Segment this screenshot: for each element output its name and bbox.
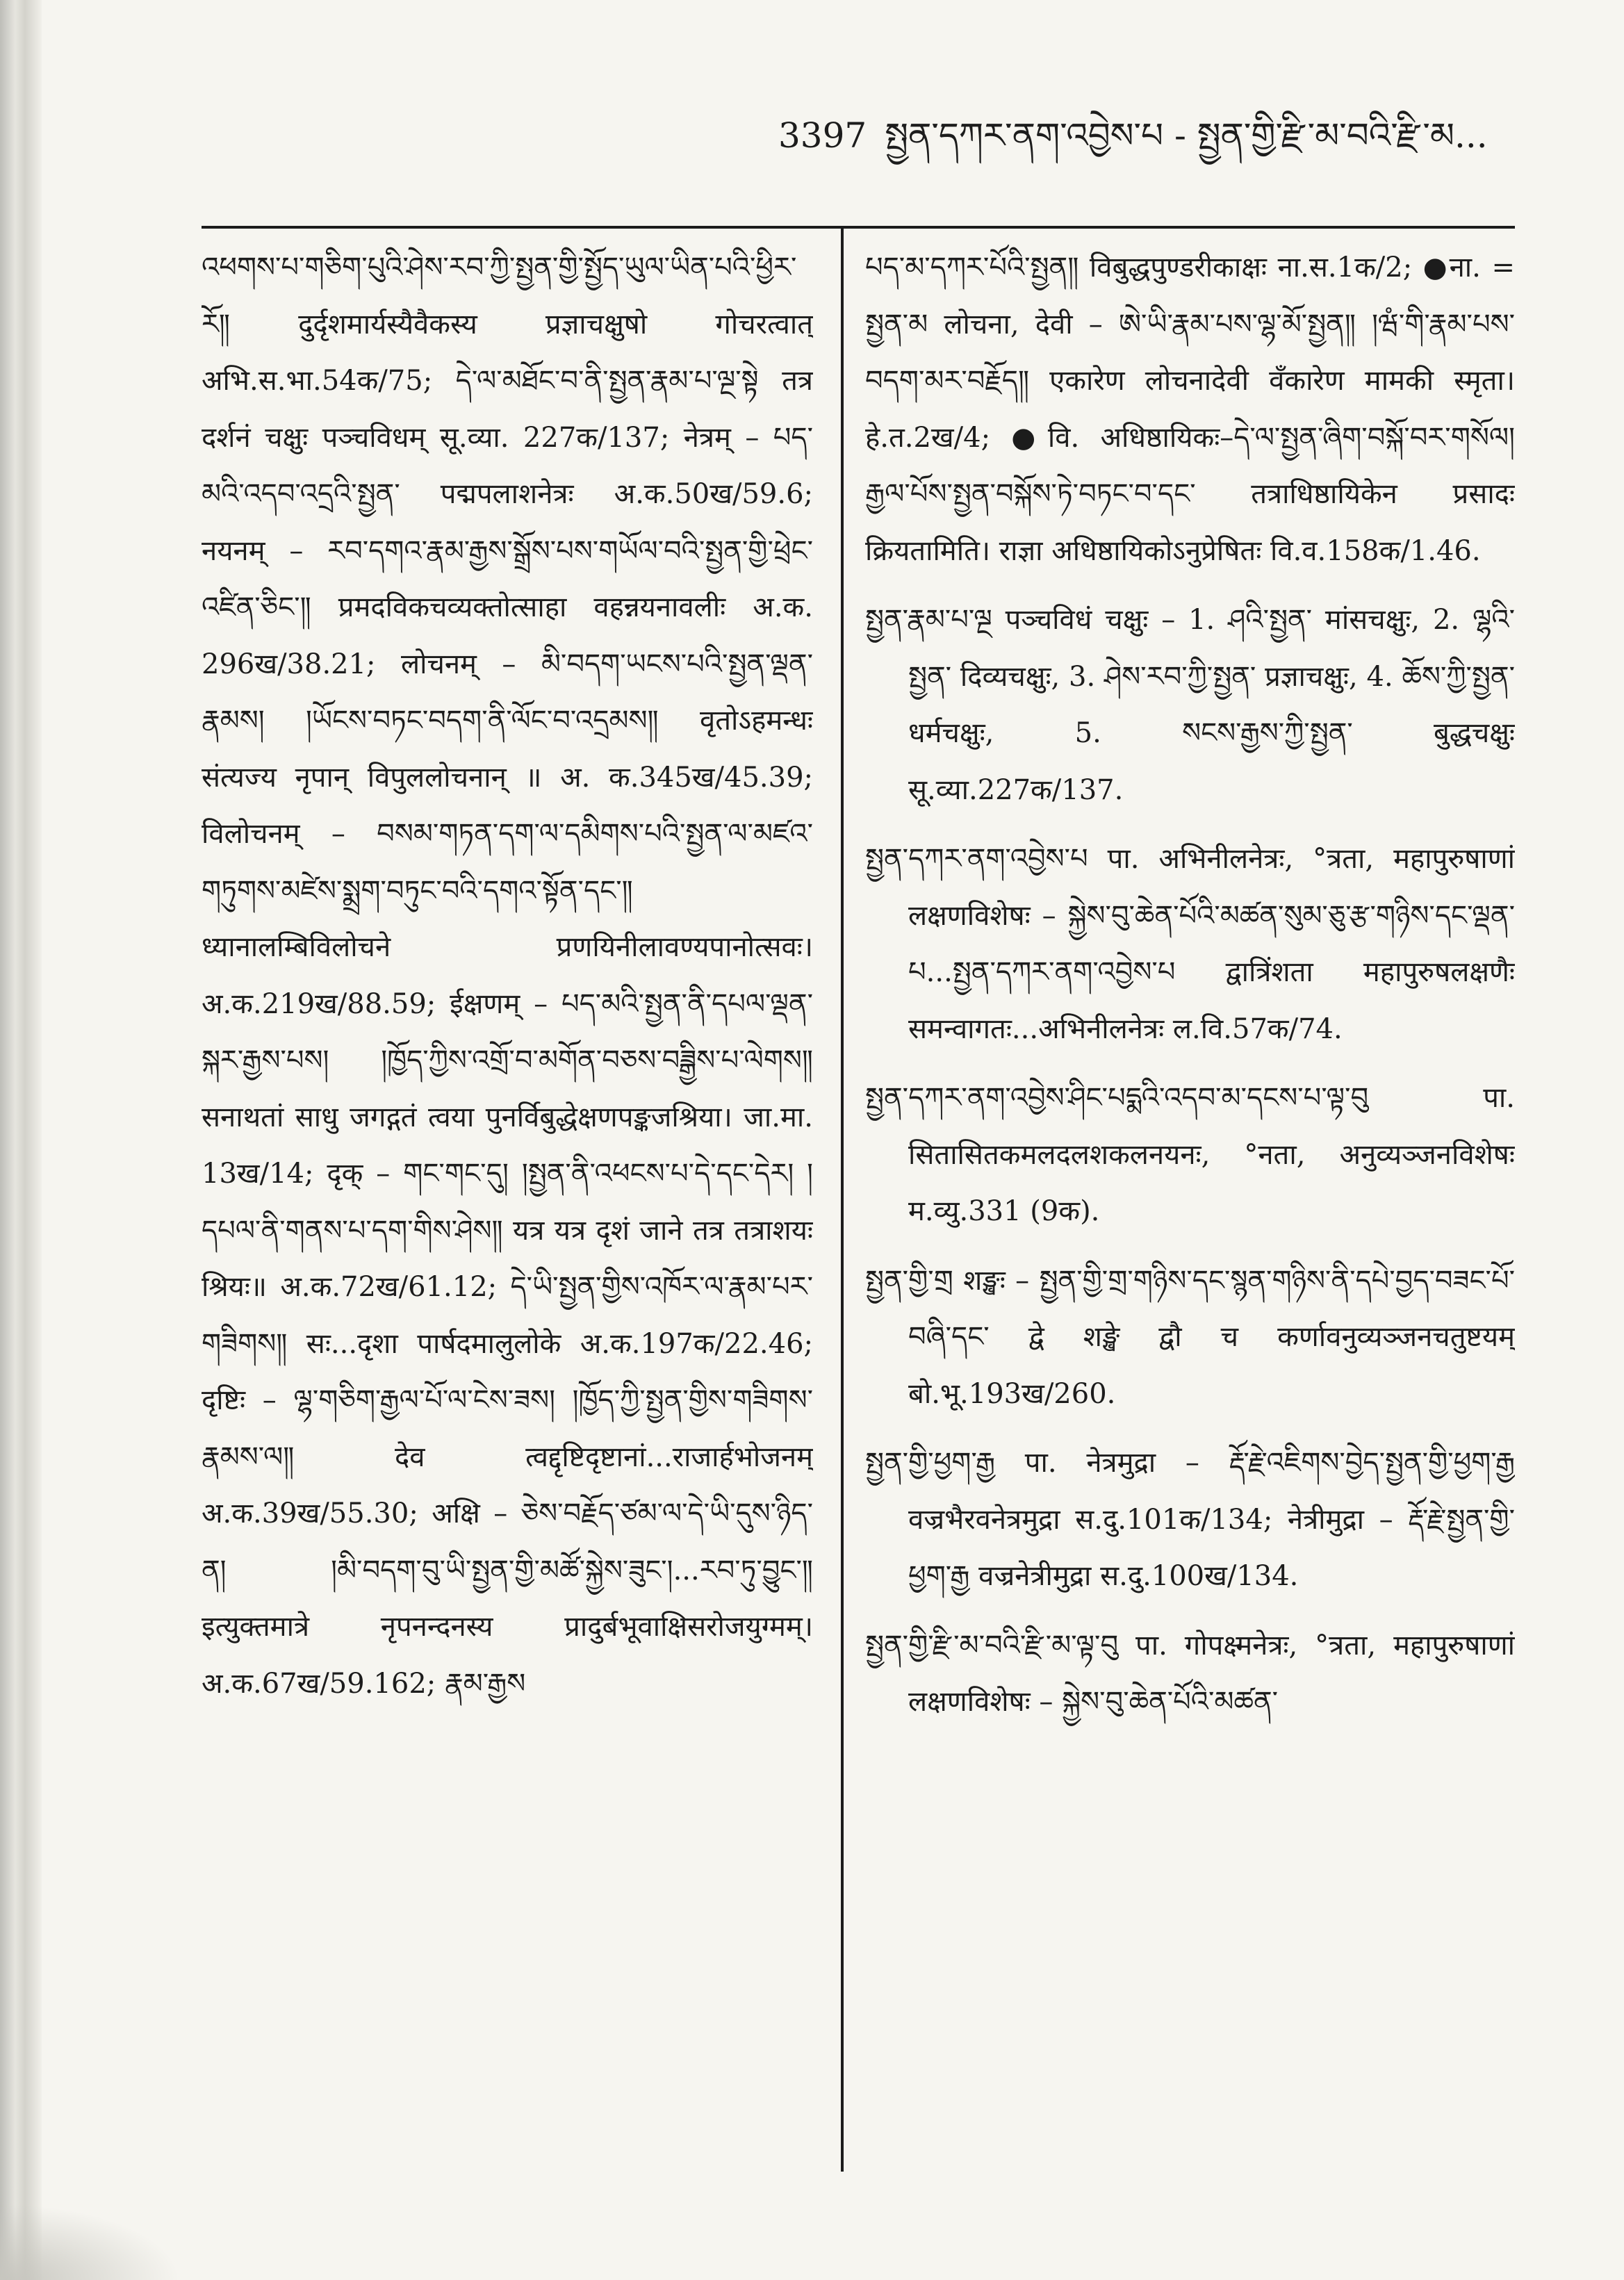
running-title: སྤྱན་དཀར་ནག་འབྱེས་པ - སྤྱན་གྱི་རྫི་མ་བའི་རྫི་མ... (885, 115, 1488, 156)
page-header (778, 104, 1501, 167)
dictionary-entry: སྤྱན་དཀར་ནག་འབྱེས་ཤིང་པདྨའི་འདབ་མ་དངས་པ་ལྟ་བུ पा. सितासितकमलदलशकलनयनः, °नता, अनुव्यञ्जनविशेषः म.व्यु.331 (9क). (865, 1082, 1515, 1227)
book-binding-edge (0, 0, 42, 2280)
header-rule (202, 226, 1515, 229)
dictionary-entry: སྤྱན་རྣམ་པ་ལྔ पञ्चविधं चक्षुः – 1. ཤའི་སྤྱན་ मांसचक्षुः, 2. ལྷའི་སྤྱན་ दिव्यचक्षुः, 3. ཤེས་རབ་ཀྱི་སྤྱན་ प्रज्ञाचक्षुः, 4. ཆོས་ཀྱི་སྤྱན་ धर्मचक्षुः, 5. སངས་རྒྱས་ཀྱི་སྤྱན་ बुद्धचक्षुः सू.व्या.227क/137. (865, 604, 1515, 806)
right-column (865, 240, 1515, 2172)
continuation-text: པད་མ་དཀར་པོའི་སྤྱན༎ विबुद्धपुण्डरीकाक्षः ना.स.1क/2; ●ना. = སྤྱན་མ लोचना, देवी – ཨེ་ཡི་རྣམ་པས་ལྷ་མོ་སྤྱན༎ །ཝཾ་གི་རྣམ་པས་བདག་མར་བརྗོད༎ एकारेण लोचनादेवी वँकारेण मामकी स्मृता। हे.त.2ख/4; ●वि. अधिष्ठायिकः–དེ་ལ་སྤྱན་ཞིག་བསྐོ་བར་གསོལ། རྒྱལ་པོས་སྤྱན་བསྐོས་ཏེ་བཏང་བ་དང་ तत्राधिष्ठायिकेन प्रसादः क्रियतामिति। राज्ञा अधिष्ठायिकोऽनुप्रेषितः वि.व.158क/1.46. (865, 252, 1515, 567)
dictionary-entry: སྤྱན་གྱི་རྫི་མ་བའི་རྫི་མ་ལྟ་བུ पा. गोपक्ष्मनेत्रः, °त्रता, महापुरुषाणां लक्षणविशेषः – སྐྱེས་བུ་ཆེན་པོའི་མཚན་ (865, 1629, 1515, 1718)
column-divider (841, 226, 844, 2172)
page-number: 3397 (778, 115, 867, 156)
scan-shadow (0, 2204, 181, 2280)
left-column (202, 240, 813, 2172)
dictionary-entry: སྤྱན་དཀར་ནག་འབྱེས་པ पा. अभिनीलनेत्रः, °त्रता, महापुरुषाणां लक्षणविशेषः – སྐྱེས་བུ་ཆེན་པོའི་མཚན་སུམ་ཅུ་རྩ་གཉིས་དང་ལྡན་པ...སྤྱན་དཀར་ནག་འབྱེས་པ द्वात्रिंशता महापुरुषलक्षणैः समन्वागतः...अभिनीलनेत्रः ल.वि.57क/74. (865, 843, 1515, 1045)
dictionary-entry: སྤྱན་གྱི་གྲ शङ्खः – སྤྱན་གྱི་གྲ་གཉིས་དང་སྙན་གཉིས་ནི་དཔེ་བྱད་བཟང་པོ་བཞི་དང་ द्वे शङ्खे द्वौ च कर्णावनुव्यञ्जनचतुष्टयम् बो.भू.193ख/260. (865, 1264, 1515, 1410)
dictionary-entry: སྤྱན་གྱི་ཕྱག་རྒྱ पा. नेत्रमुद्रा – རྡོ་རྗེ་འཇིགས་བྱེད་སྤྱན་གྱི་ཕྱག་རྒྱ वज्रभैरवनेत्रमुद्रा स.दु.101क/134; नेत्रीमुद्रा – རྡོ་རྗེ་སྤྱན་གྱི་ཕྱག་རྒྱ वज्रनेत्रीमुद्रा स.दु.100ख/134. (865, 1447, 1515, 1592)
left-column-text: འཕགས་པ་གཅིག་པུའི་ཤེས་རབ་ཀྱི་སྤྱན་གྱི་སྤྱོད་ཡུལ་ཡིན་པའི་ཕྱིར་རོ༎ दुर्दृशमार्यस्यैवैकस्य प्रज्ञाचक्षुषो गोचरत्वात् अभि.स.भा.54क/75; དེ་ལ་མཐོང་བ་ནི་སྤྱན་རྣམ་པ་ལྔ་སྟེ तत्र दर्शनं चक्षुः पञ्चविधम् सू.व्या. 227क/137; नेत्रम् – པད་མའི་འདབ་འདྲའི་སྤྱན་ पद्मपलाशनेत्रः अ.क.50ख/59.6; नयनम् – རབ་དགའ་རྣམ་རྒྱས་སྒྲོས་པས་གཡོལ་བའི་སྤྱན་གྱི་ཕྲེང་འཛིན་ཅིང་༎ प्रमदविकचव्यक्तोत्साहा वहन्नयनावलीः अ.क. 296ख/38.21; लोचनम् – མི་བདག་ཡངས་པའི་སྤྱན་ལྡན་རྣམས། །ཡོངས་བཏང་བདག་ནི་ལོང་བ་འདྲམས༎ वृतोऽहमन्धः संत्यज्य नृपान् विपुललोचनान् ॥ अ. क.345ख/45.39; विलोचनम् – བསམ་གཏན་དག་ལ་དམིགས་པའི་སྤྱན་ལ་མཛའ་གཏུགས་མཛེས་སྨྲག་བཏུང་བའི་དགའ་སྟོན་དང་༎ ध्यानालम्बिविलोचने प्रणयिनीलावण्यपानोत्सवः। अ.क.219ख/88.59; ईक्षणम् – པད་མའི་སྤྱན་ནི་དཔལ་ལྡན་སྐར་རྒྱས་པས། །ཁྱོད་ཀྱིས་འགྲོ་བ་མགོན་བཅས་བཟྒྱིས་པ་ལེགས༎ सनाथतां साधु जगद्गतं त्वया पुनर्विबुद्धेक्षणपङ्कजश्रिया। जा.मा. 13ख/14; दृक् – གང་གང་དུ། །སྤྱན་ནི་འཕངས་པ་དེ་དང་དེར། །དཔལ་ནི་གནས་པ་དག་གིས་ཤེས༎ यत्र यत्र दृशं जाने तत्र तत्राशयः श्रियः॥ अ.क.72ख/61.12; དེ་ཡི་སྤྱན་གྱིས་འཁོར་ལ་རྣམ་པར་གཟིགས༎ सः...दृशा पार्षदमालुलोके अ.क.197क/22.46; दृष्टिः – ལྷ་གཅིག་རྒྱལ་པོ་ལ་ངེས་ཟས། །ཁྱོད་ཀྱི་སྤྱན་གྱིས་གཟིགས་རྣམས་ལ༎ देव त्वद्दृष्टिदृष्टानां...राजार्हभोजनम् अ.क.39ख/55.30; अक्षि – ཅེས་བརྗོད་ཙམ་ལ་དེ་ཡི་དུས་ཉིད་ན། །མི་བདག་བུ་ཡི་སྤྱན་གྱི་མཚོ་སྐྱེས་ཟུང་།...རབ་ཏུ་བྱུང་༎ इत्युक्तमात्रे नृपनन्दनस्य प्रादुर्बभूवाक्षिसरोजयुग्मम्। अ.क.67ख/59.162; རྣམ་རྒྱས (202, 252, 813, 1700)
